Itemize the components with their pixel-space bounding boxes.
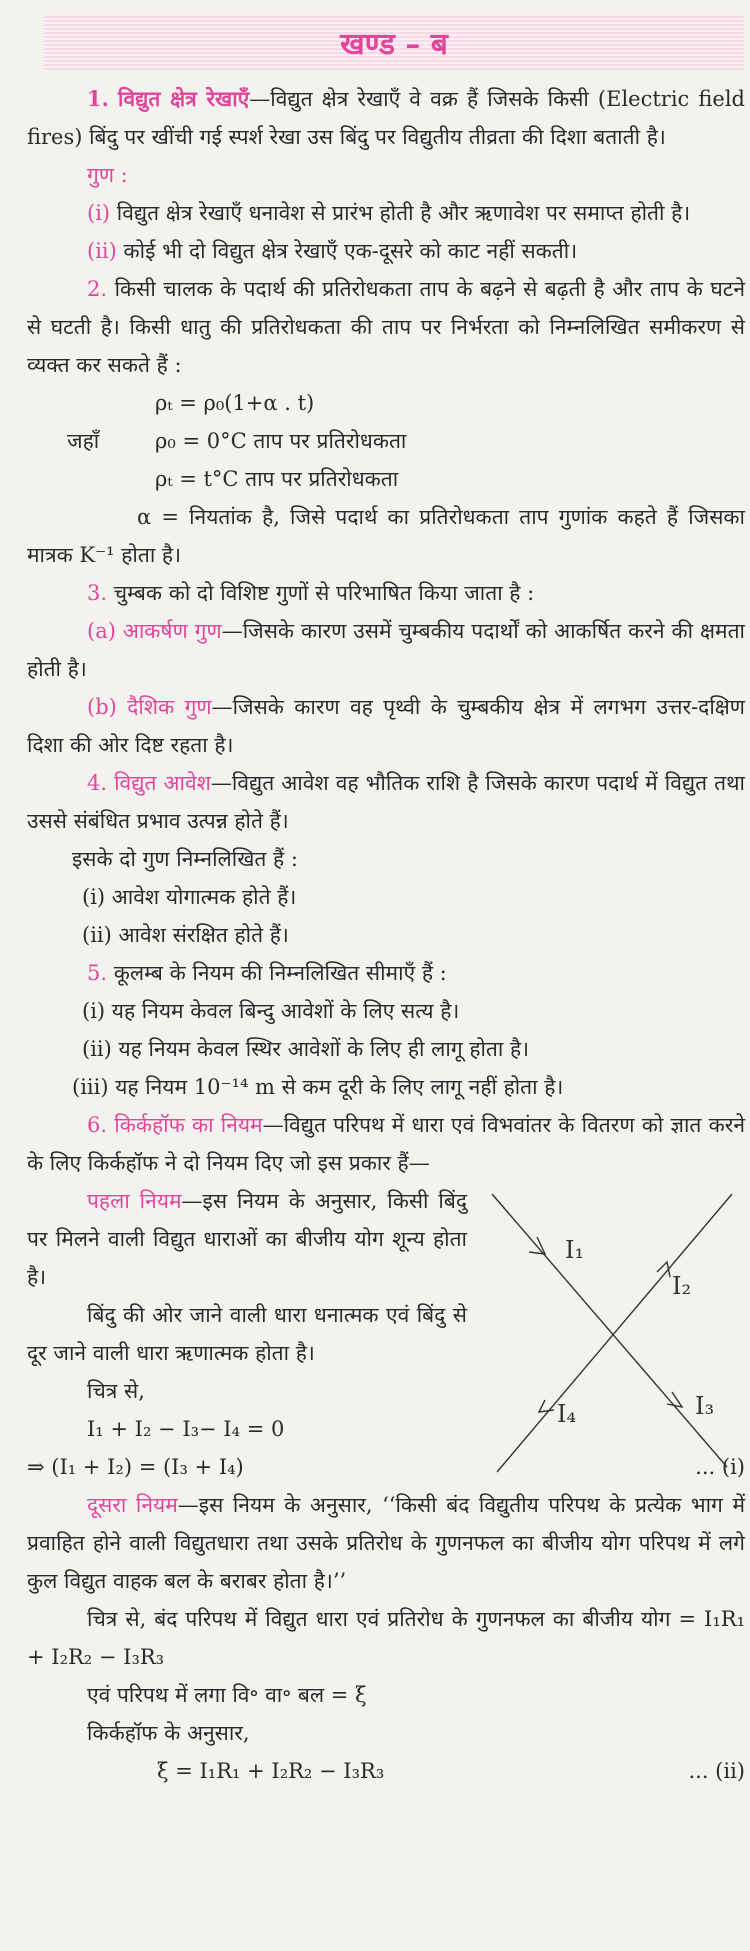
label-i1: I₁: [565, 1236, 585, 1264]
first-law-text: —इस नियम के अनुसार, किसी बिंदु पर मिलने वाली विद्युत धाराओं का बीजीय योग शून्य होता है।: [27, 1189, 467, 1289]
label-i4: I₄: [557, 1400, 577, 1428]
first-law-title: पहला नियम: [87, 1189, 182, 1213]
s1-item-2: [27, 232, 745, 270]
eq-c-number: ... (ii): [688, 1759, 745, 1783]
s2-eq3-line: [27, 460, 745, 498]
s3-a-title: (a) आकर्षण गुण: [87, 619, 222, 643]
s2-text: किसी चालक के पदार्थ की प्रतिरोधकता ताप के बढ़ने से बढ़ती है और ताप के घटने से घटती है। किसी धातु की प्रतिरोधकता की ताप पर निर्भरता को निम्नलिखित समीकरण से व्यक्त कर सकते हैं :: [27, 277, 745, 377]
s3-b-title: (b) दैशिक गुण: [87, 695, 212, 719]
eq-a: I₁ + I₂ − I₃− I₄ = 0: [87, 1417, 285, 1441]
s3-num: 3.: [87, 581, 108, 605]
s3-b: [27, 688, 745, 764]
eq-b: ⇒ (I₁ + I₂) = (I₃ + I₄): [27, 1455, 244, 1479]
s1-item-1-num: (i): [87, 201, 111, 225]
label-i2: I₂: [672, 1272, 692, 1300]
s2-eq2: ρ₀ = 0°C ताप पर प्रतिरोधकता: [155, 429, 407, 453]
s2-eq1-line: [27, 384, 745, 422]
s5-item-3: (iii) यह नियम 10⁻¹⁴ m से कम दूरी के लिए लागू नहीं होता है।: [72, 1075, 564, 1099]
s1-item-2-num: (ii): [87, 239, 117, 263]
s3-a-text: —जिसके कारण उसमें चुम्बकीय पदार्थों को आकर्षित करने की क्षमता होती है।: [27, 619, 745, 681]
document-body: [27, 80, 745, 1790]
s4-title: विद्युत आवेश: [114, 771, 211, 795]
s4-item-1: (i) आवेश योगात्मक होते हैं।: [82, 885, 297, 909]
s4-text: —विद्युत आवेश वह भौतिक राशि है जिसके कारण पदार्थ में विद्युत तथा उससे संबंधित प्रभाव उत्पन्न होते हैं।: [27, 771, 745, 833]
s4-sub: इसके दो गुण निम्नलिखित हैं :: [72, 847, 298, 871]
s5-para: [27, 954, 745, 992]
s2-num: 2.: [87, 277, 108, 301]
s1-item-1-text: विद्युत क्षेत्र रेखाएँ धनावेश से प्रारंभ होती है और ऋणावेश पर समाप्त होती है।: [116, 201, 691, 225]
s6-para: [27, 1106, 745, 1182]
s1-item-2-text: कोई भी दो विद्युत क्षेत्र रेखाएँ एक-दूसरे को काट नहीं सकती।: [123, 239, 578, 263]
according-line: किर्कहॉफ के अनुसार,: [87, 1721, 250, 1745]
s3-text: चुम्बक को दो विशिष्ट गुणों से परिभाषित किया जाता है :: [113, 581, 535, 605]
s1-gun-label: गुण :: [87, 163, 128, 187]
s1-text: —विद्युत क्षेत्र रेखाएँ वे वक्र हैं जिसके किसी (Electric field fires) बिंदु पर खींची गई स्पर्श रेखा उस बिंदु पर विद्युतीय तीव्रता की दिशा बताती है।: [27, 87, 745, 149]
second-law-text: —इस नियम के अनुसार, ‘‘किसी बंद विद्युतीय परिपथ के प्रत्येक भाग में प्रवाहित होने वाली विद्युतधारा तथा उसके प्रतिरोध के गुणनफल का बीजीय योग परिपथ में लगे कुल विद्युत वाहक बल के बराबर होता है।’’: [27, 1493, 746, 1593]
s2-eq2-line: [27, 422, 745, 460]
eq-c-line: [27, 1752, 745, 1790]
s4-num: 4.: [87, 771, 108, 795]
first-law-p2: बिंदु की ओर जाने वाली धारा धनात्मक एवं बिंदु से दूर जाने वाली धारा ऋणात्मक होता है।: [27, 1303, 467, 1365]
section-header: [44, 15, 744, 70]
s6-num: 6.: [87, 1113, 108, 1137]
second-law-p2: चित्र से, बंद परिपथ में विद्युत धारा एवं प्रतिरोध के गुणनफल का बीजीय योग = I₁R₁ + I₂R₂ − I₃R₃: [27, 1607, 745, 1669]
s5-item-2: (ii) यह नियम केवल स्थिर आवेशों के लिए ही लागू होता है।: [82, 1037, 530, 1061]
first-law-block: [27, 1182, 745, 1448]
current-line-2: [497, 1194, 732, 1472]
s2-eq1: ρₜ = ρ₀(1+α . t): [155, 391, 315, 415]
arrow-i4: [539, 1400, 554, 1412]
junction-figure: [477, 1182, 745, 1482]
eq-c: ξ = I₁R₁ + I₂R₂ − I₃R₃: [157, 1759, 385, 1783]
second-law-para: [27, 1486, 745, 1600]
s1-item-1: [27, 194, 745, 232]
s5-num: 5.: [87, 961, 108, 985]
s5-text: कूलम्ब के नियम की निम्नलिखित सीमाएँ हैं :: [113, 961, 447, 985]
s3-b-text: —जिसके कारण वह पृथ्वी के चुम्बकीय क्षेत्र में लगभग उत्तर-दक्षिण दिशा की ओर दिष्ट रहता है।: [27, 695, 745, 757]
first-law-para: [27, 1182, 467, 1296]
s3-para: [27, 574, 745, 612]
s4-para: [27, 764, 745, 840]
s4-item-2: (ii) आवेश संरक्षित होते हैं।: [82, 923, 289, 947]
s1-title: विद्युत क्षेत्र रेखाएँ: [118, 86, 250, 111]
second-law-title: दूसरा नियम: [87, 1493, 178, 1517]
from-figure: चित्र से,: [87, 1379, 145, 1403]
s6-text: —विद्युत परिपथ में धारा एवं विभवांतर के वितरण को ज्ञात करने के लिए किर्कहॉफ ने दो नियम दिए जो इस प्रकार हैं—: [27, 1113, 745, 1175]
current-line-1: [492, 1194, 727, 1467]
first-law-text-col: [27, 1182, 467, 1448]
section-title: खण्ड – ब: [340, 27, 448, 62]
label-i3: I₃: [695, 1392, 715, 1420]
s2-eq4: α = नियतांक है, जिसे पदार्थ का प्रतिरोधकता ताप गुणांक कहते हैं जिसका मात्रक K⁻¹ होता है।: [27, 505, 745, 567]
s1-para: [27, 80, 745, 156]
s1-num: 1.: [87, 86, 109, 111]
s5-item-1: (i) यह नियम केवल बिन्दु आवेशों के लिए सत्य है।: [82, 999, 460, 1023]
s3-a: [27, 612, 745, 688]
s2-where: जहाँ: [67, 429, 100, 453]
s2-para: [27, 270, 745, 384]
s6-title: किर्कहॉफ का नियम: [114, 1113, 263, 1137]
eq-b-number: ... (i): [695, 1455, 745, 1479]
s2-eq3: ρₜ = t°C ताप पर प्रतिरोधकता: [155, 467, 399, 491]
emf-line: एवं परिपथ में लगा वि॰ वा॰ बल = ξ: [87, 1683, 367, 1707]
